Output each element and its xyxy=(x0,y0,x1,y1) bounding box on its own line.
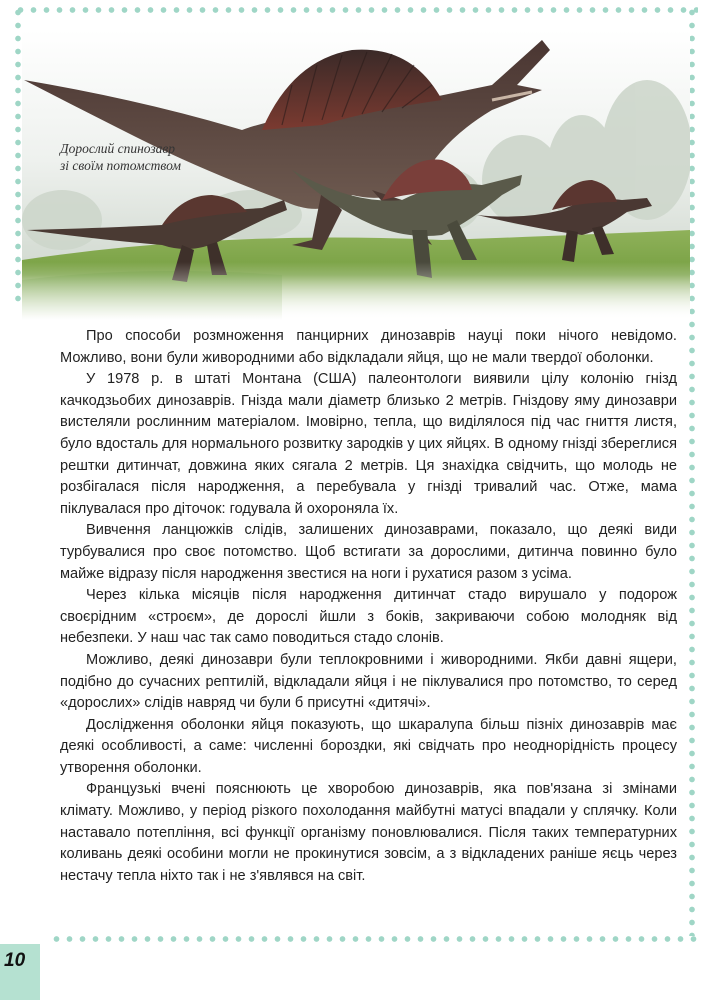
paragraph: Про способи розмноження панцирних динозаврів науці поки нічого невідомо. Можливо, вони були живородними або відкладали яйця, що не мали твердої оболонки. xyxy=(60,328,677,366)
paragraph: Дослідження оболонки яйця показують, що шкаралупа більш пізніх динозаврів має деякі особливості, а саме: численні бороздки, які свідчать про неоднорідність процесу утворення оболонки. xyxy=(60,716,677,776)
page-number: 10 xyxy=(4,950,26,971)
caption-line-1: Дорослий спинозавр xyxy=(60,141,175,156)
spinosaurus-illustration xyxy=(22,30,690,320)
dotted-border-left xyxy=(14,6,22,306)
paragraph: Вивчення ланцюжків слідів, залишених динозаврами, показало, що деякі види турбувалися про своє потомство. Щоб встигати за дорослими, дитинча повинно було майже відразу після народження звестися на ноги і рухатися разом з усіма. xyxy=(60,522,677,582)
paragraph: Через кілька місяців після народження дитинчат стадо вирушало у подорож своєрідним «строєм», де дорослі йшли з боків, закриваючи собою молодняк від небезпеки. У наш час так само поводиться стадо слонів. xyxy=(60,587,677,647)
caption-line-2: зі своїм потомством xyxy=(60,158,181,173)
image-caption xyxy=(60,140,260,174)
paragraph: У 1978 р. в штаті Монтана (США) палеонтологи виявили цілу колонію гнізд качкодзьобих динозаврів. Гнізда мали діаметр близько 2 метрів. Гніздову яму динозаври вистеляли рослинним матеріалом. Імовірно, тепла, що виділялося під час гниття листя, було вдосталь для нормального розвитку зародків у цих яйцях. В одному гнізді збереглися рештки дитинчат, довжина яких сягала 2 метрів. Ця знахідка свідчить, що молодь не розбігалася після народження, а перебувала у гнізді тривалий час. Отже, мама піклувалася про діточок: годувала й охороняла їх. xyxy=(60,371,677,517)
dotted-border-bottom xyxy=(50,935,698,943)
article-body xyxy=(60,326,677,887)
dotted-border-top xyxy=(14,6,698,14)
paragraph: Можливо, деякі динозаври були теплокровними і живородними. Якби давні ящери, подібно до сучасних рептилій, відкладали яйця і не піклувалися про потомство, то серед «дорослих» слідів навряд чи були б присутні «дитячі». xyxy=(60,651,677,712)
paragraph: Французькі вчені пояснюють це хворобою динозаврів, яка пов'язана зі змінами клімату. Можливо, у період різкого похолодання майбутні матусі впадали у сплячку. Коли наставало потепління, всі функції організму поновлювалися. Після таких температурних коливань деякі особини могли не прокинутися зовсім, а з відкладених раніше яєць через нестачу тепла ніхто так і не з'являвся на світ. xyxy=(60,781,677,884)
